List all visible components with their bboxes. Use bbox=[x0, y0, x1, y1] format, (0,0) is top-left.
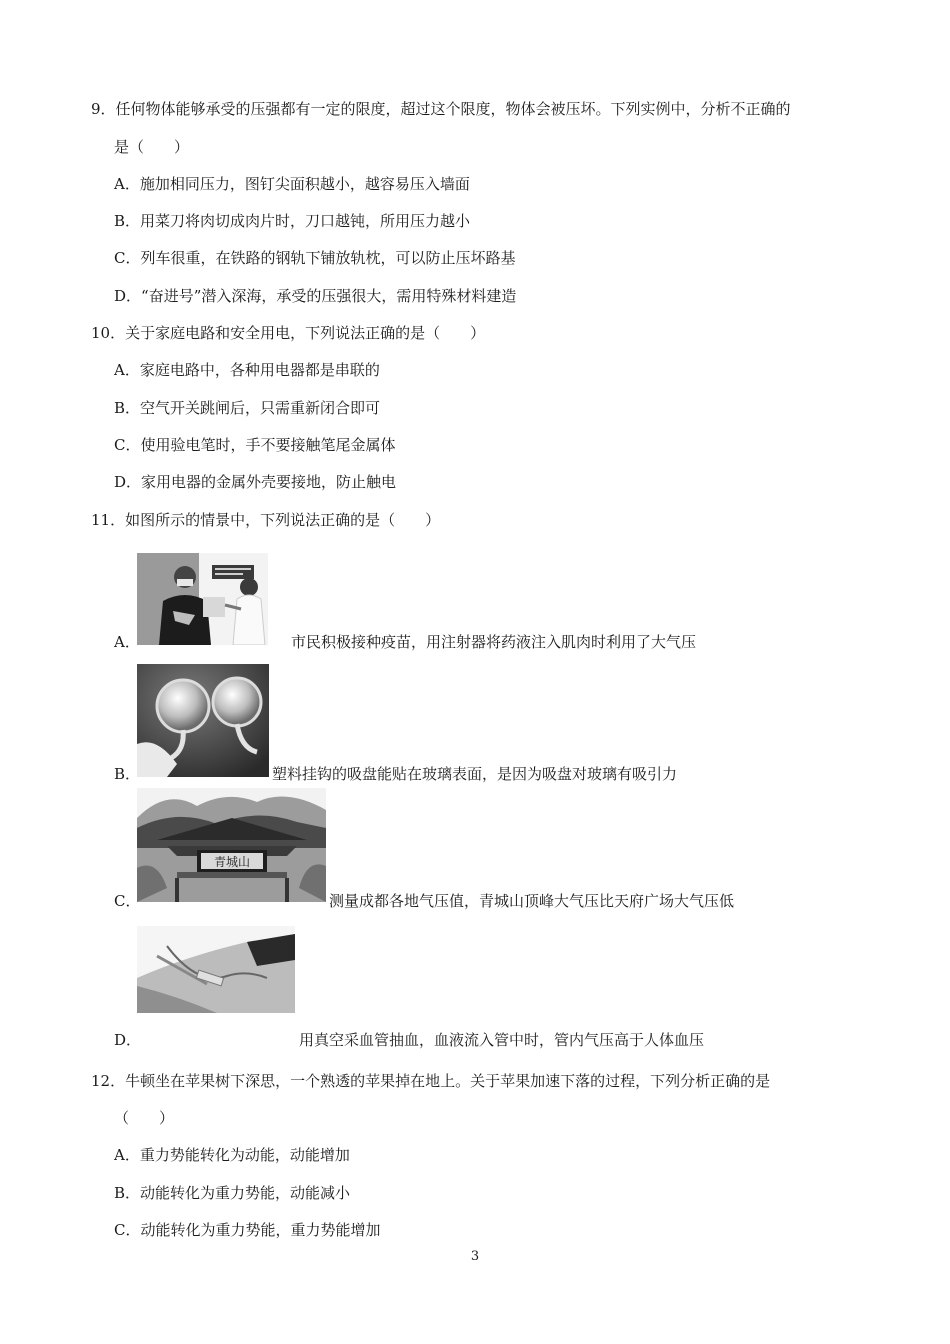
vaccination-photo bbox=[137, 553, 268, 645]
question-12-stem: 12．牛顿坐在苹果树下深思，一个熟透的苹果掉在地上。关于苹果加速下落的过程，下列分析正确的是 bbox=[91, 1072, 771, 1090]
question-11-option-c-letter: C． bbox=[114, 892, 141, 910]
question-10-option-c: C．使用验电笔时，手不要接触笔尾金属体 bbox=[114, 436, 396, 454]
question-11-option-b-letter: B． bbox=[114, 765, 141, 783]
question-11-option-d-letter: D． bbox=[114, 1031, 142, 1049]
qingcheng-mountain-gate-photo bbox=[137, 788, 326, 902]
question-10-stem: 10．关于家庭电路和安全用电，下列说法正确的是（ ） bbox=[91, 324, 486, 342]
question-9-option-c: C．列车很重，在铁路的钢轨下铺放轨枕，可以防止压坏路基 bbox=[114, 249, 516, 267]
question-9-stem-cont: 是（ ） bbox=[114, 138, 190, 156]
gate-sign-text: 青城山 bbox=[213, 855, 251, 869]
question-12-option-b: B．动能转化为重力势能，动能减小 bbox=[114, 1184, 351, 1202]
question-11-option-c-text: 测量成都各地气压值，青城山顶峰大气压比天府广场大气压低 bbox=[329, 892, 735, 910]
question-11-option-a-text: 市民积极接种疫苗，用注射器将药液注入肌肉时利用了大气压 bbox=[291, 633, 697, 651]
question-11-option-a-letter: A． bbox=[114, 633, 140, 651]
question-12-stem-cont: （ ） bbox=[114, 1109, 175, 1127]
question-9-option-d: D．“奋进号”潜入深海，承受的压强很大，需用特殊材料建造 bbox=[114, 287, 517, 305]
question-11-stem: 11．如图所示的情景中，下列说法正确的是（ ） bbox=[91, 511, 441, 529]
question-10-option-b: B．空气开关跳闸后，只需重新闭合即可 bbox=[114, 399, 381, 417]
question-11-option-b-text: 塑料挂钩的吸盘能贴在玻璃表面，是因为吸盘对玻璃有吸引力 bbox=[272, 765, 678, 783]
blood-draw-photo bbox=[137, 926, 295, 1013]
question-11-option-d-text: 用真空采血管抽血，血液流入管中时，管内气压高于人体血压 bbox=[299, 1031, 705, 1049]
suction-hook-photo bbox=[137, 664, 269, 777]
question-9-option-a: A．施加相同压力，图钉尖面积越小，越容易压入墙面 bbox=[114, 175, 470, 193]
question-10-option-a: A．家庭电路中，各种用电器都是串联的 bbox=[114, 361, 380, 379]
question-10-option-d: D．家用电器的金属外壳要接地，防止触电 bbox=[114, 473, 397, 491]
question-12-option-c: C．动能转化为重力势能，重力势能增加 bbox=[114, 1221, 381, 1239]
question-9-option-b: B．用菜刀将肉切成肉片时，刀口越钝，所用压力越小 bbox=[114, 212, 471, 230]
question-9-stem: 9．任何物体能够承受的压强都有一定的限度，超过这个限度，物体会被压坏。下列实例中，分析不正确的 bbox=[91, 100, 791, 118]
question-12-option-a: A．重力势能转化为动能，动能增加 bbox=[114, 1146, 350, 1164]
page-number: 3 bbox=[470, 1249, 480, 1264]
